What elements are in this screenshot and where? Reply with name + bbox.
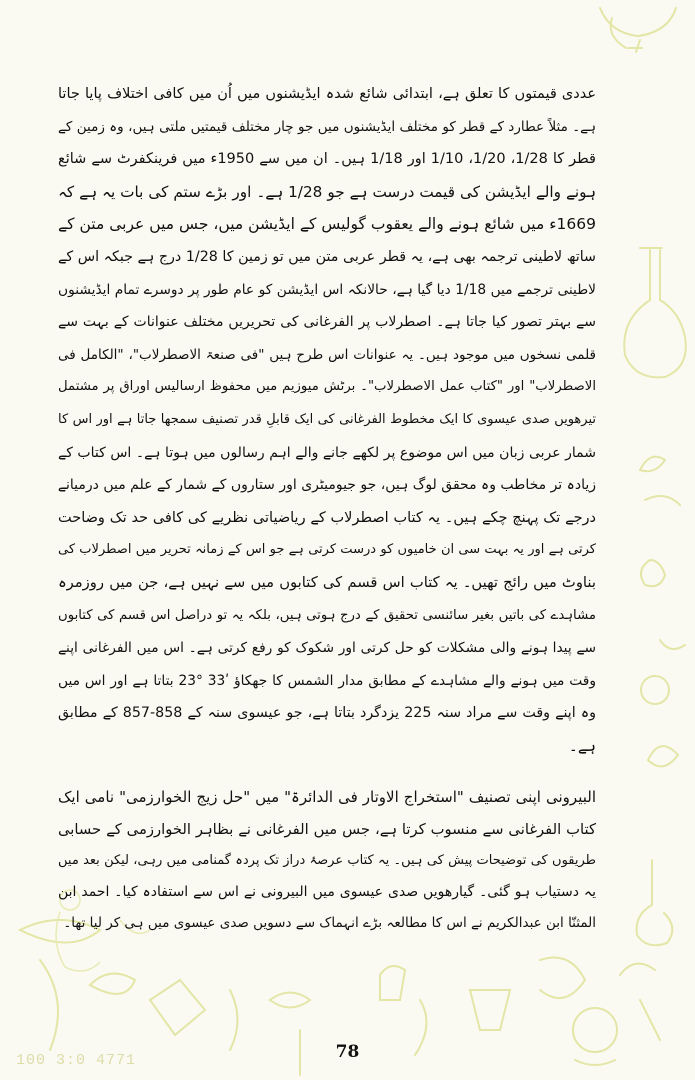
paragraph-2: [58, 782, 596, 940]
page-number: 78: [335, 1042, 360, 1062]
text-line: تیرھویں صدی عیسوی کا ایک مخطوط الفرغانی کی ایک قابلِ قدر تصنیف سمجھا جاتا ہے اور اس کا: [58, 411, 596, 427]
text-line: ہے۔ مثلاً عطارد کے قطر کو مختلف ایڈیشنوں میں جو چار مختلف قیمتیں ملتی ہیں، وہ زمین کے: [58, 118, 596, 135]
text-line: البیرونی اپنی تصنیف "استخراج الاوتار فی الدائرۃ" میں "حل زیج الخوارزمی" نامی ایک: [58, 788, 596, 807]
text-line: ہے۔: [568, 736, 596, 755]
text-line: زیادہ تر مخاطب وہ محقق لوگ ہیں، جو جیومیٹری اور ستاروں کے شمار کے علم میں درمیانے: [57, 477, 596, 494]
text-line: 1669ء میں شائع ہونے والے یعقوب گولیس کے ایڈیشن میں، جس میں عربی متن کے: [58, 215, 596, 234]
flask-illustration: [624, 248, 686, 377]
text-line: سے پیدا ہونے والی مشکلات کو حل کرتی اور شکوک کو رفع کرتی ہے۔ اس میں الفرغانی اپنے: [58, 640, 596, 657]
text-line: عددی قیمتوں کا تعلق ہے، ابتدائی شائع شدہ ایڈیشنوں میں اُن میں کافی اختلاف پایا جاتا: [58, 86, 596, 102]
text-line: سے بہتر تصور کیا جاتا ہے۔ اصطرلاب پر الفرغانی کی تحریریں مختلف عنوانات کے بہت سے: [58, 314, 596, 331]
text-line: لاطینی ترجمے میں 1/18 دیا گیا ہے، حالانکہ اس ایڈیشن کو عام طور پر دوسرے تمام ایڈیشنوں: [58, 281, 596, 298]
text-line: قلمی نسخوں میں موجود ہیں۔ یہ عنوانات اس طرح ہیں "فی صنعۃ الاصطرلاب"، "الکامل فی: [58, 346, 596, 363]
text-line: مشاہدے کی باتیں بغیر سائنسی تحقیق کے درج ہوتی ہیں، بلکہ یہ تو دراصل اس قسم کی کتابوں: [58, 607, 596, 623]
text-line: شمار عربی زبان میں اس موضوع پر لکھے جانے والے اہم رسالوں میں ہوتا ہے۔ اس کتاب کے: [58, 444, 596, 461]
plant-illustration-right: [637, 457, 685, 946]
text-line: طریقوں کی توضیحات پیش کی ہیں۔ یہ کتاب عرصۂ دراز تک پردہ گمنامی میں رہی، لیکن بعد میں: [58, 853, 596, 869]
text-line: المثنّا ابن عبدالکریم نے اس کا مطالعہ بڑے انہماک سے دسویں صدی عیسوی میں ہی کر لیا تھا۔: [63, 915, 596, 932]
body-text: [58, 78, 596, 940]
text-line: درجے تک پہنچ چکے ہیں۔ یہ کتاب اصطرلاب کے ریاضیاتی نظریے کی کافی حد تک وضاحت: [58, 509, 596, 526]
text-line: قطر کا 1/28، 1/20، 1/10 اور 1/18 ہیں۔ ان میں سے 1950ء میں فرینکفرٹ سے شائع: [58, 151, 596, 168]
text-line: ساتھ لاطینی ترجمہ بھی ہے، یہ قطر عربی متن میں تو زمین کا 1/28 درج ہے جبکہ اس کے: [58, 248, 596, 265]
text-line: کتاب الفرغانی سے منسوب کرتا ہے، جس میں الفرغانی نے بظاہر الخوارزمی کے حسابی: [58, 820, 596, 838]
library-stamp: 100 3:0 4771: [16, 1052, 137, 1069]
text-line: الاصطرلاب" اور "کتاب عمل الاصطرلاب"۔ برٹش میوزیم میں محفوظ ارسالیس اوراق پر مشتمل: [58, 379, 596, 395]
text-line: ہونے والے ایڈیشن کی قیمت درست ہے جو 1/28 ہے۔ اور بڑے ستم کی بات یہ ہے کہ: [58, 182, 596, 201]
text-line: کرتی ہے اور یہ بہت سی ان خامیوں کو درست کرتی ہے جو اس کے زمانہ تحریر میں اصطرلاب کی: [58, 542, 596, 558]
text-line: یہ دستیاب ہو گئی۔ گیارھویں صدی عیسوی میں البیرونی نے اس سے استفادہ کیا۔ احمد ابن: [58, 883, 596, 900]
text-line: وہ اپنے وقت سے مراد سنہ 225 یزدگرد بتاتا ہے، جو عیسوی سنہ کے 858-857 کے مطابق: [58, 705, 596, 722]
text-line: بناوٹ میں رائج تھیں۔ یہ کتاب اس قسم کی کتابوں میں سے نہیں ہے، جن میں روزمرہ: [58, 573, 596, 591]
text-line: وقت میں ہونے والے مشاہدے کے مطابق مدار الشمس کا جھکاؤ ʹ33 °23 بتاتا ہے اور اس میں: [58, 672, 597, 689]
vessel-illustration-top: [600, 8, 676, 52]
paragraph-1: [58, 78, 596, 762]
